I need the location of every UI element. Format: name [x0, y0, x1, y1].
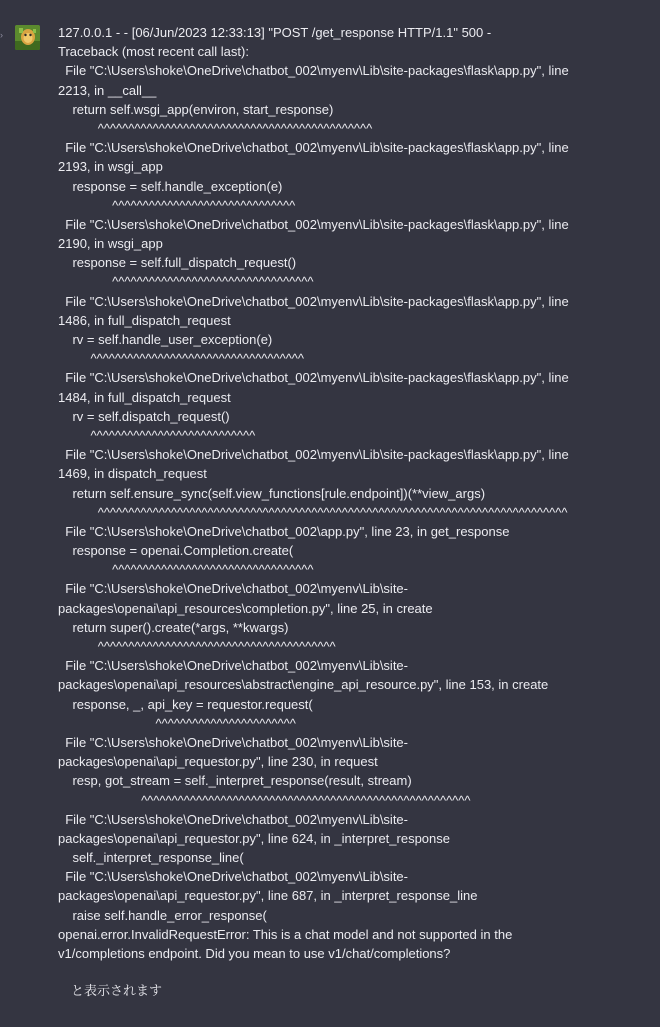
log-line: return super().create(*args, **kwargs) [58, 619, 289, 635]
log-line: File "C:\Users\shoke\OneDrive\chatbot_002\myenv\Lib\site-packages\flask\app.py", line [58, 63, 569, 79]
log-line: response = self.full_dispatch_request() [58, 255, 297, 271]
log-line: ^^^^^^^^^^^^^^^^^^^^^^^^^^^^^^^^^^^^^^^ [58, 639, 336, 654]
traceback-log [58, 23, 648, 963]
expand-chevron-icon[interactable]: › [0, 30, 3, 40]
user-avatar-icon [15, 25, 40, 50]
log-line: return self.wsgi_app(environ, start_response) [58, 101, 334, 117]
log-line: ^^^^^^^^^^^^^^^^^^^^^^^^^^^^^^^^^^^^^^^^^^^^^ [58, 120, 373, 136]
followup-text: と表示されます [71, 983, 163, 998]
log-line: ^^^^^^^^^^^^^^^^^^^^^^^^^^^^^^^^^^^^^^^^^^^^^^^^^^^^^^^^^^^^^^^^^^^^^^^^^^^^^ [58, 504, 568, 520]
log-line: 1469, in dispatch_request [58, 466, 207, 482]
log-line: File "C:\Users\shoke\OneDrive\chatbot_002\myenv\Lib\site-packages\flask\app.py", line [58, 140, 569, 156]
log-line: openai.error.InvalidRequestError: This is a chat model and not supported in the [58, 926, 513, 942]
log-line: Traceback (most recent call last): [58, 44, 249, 60]
log-line: packages\openai\api_requestor.py", line 624, in _interpret_response [58, 830, 450, 846]
log-line: 2190, in wsgi_app [58, 236, 163, 252]
log-line: File "C:\Users\shoke\OneDrive\chatbot_002\myenv\Lib\site-packages\flask\app.py", line [58, 293, 569, 309]
log-line: packages\openai\api_requestor.py", line 230, in request [58, 754, 378, 770]
log-line: packages\openai\api_resources\abstract\engine_api_resource.py", line 153, in create [58, 677, 549, 693]
log-line: 1486, in full_dispatch_request [58, 312, 231, 328]
log-line: File "C:\Users\shoke\OneDrive\chatbot_002\myenv\Lib\site- [58, 869, 408, 885]
log-line: ^^^^^^^^^^^^^^^^^^^^^^^^^^^^^^^^^ [58, 562, 314, 578]
log-line: File "C:\Users\shoke\OneDrive\chatbot_002\myenv\Lib\site- [58, 811, 408, 827]
log-line: 2213, in __call__ [58, 82, 157, 98]
log-line: response = openai.Completion.create( [58, 543, 294, 559]
log-line: File "C:\Users\shoke\OneDrive\chatbot_002\myenv\Lib\site-packages\flask\app.py", line [58, 370, 569, 386]
log-line: rv = self.handle_user_exception(e) [58, 332, 273, 347]
log-line: 2193, in wsgi_app [58, 159, 163, 175]
log-line: ^^^^^^^^^^^^^^^^^^^^^^^^^^^^^^^^^^^ [58, 351, 305, 367]
log-line: File "C:\Users\shoke\OneDrive\chatbot_002\myenv\Lib\site- [58, 734, 408, 750]
log-line: resp, got_stream = self._interpret_response(result, stream) [58, 773, 412, 789]
log-line: ^^^^^^^^^^^^^^^^^^^^^^^^^^^^^^^^^ [58, 274, 314, 290]
log-line: ^^^^^^^^^^^^^^^^^^^^^^^^^^^ [58, 427, 256, 443]
log-line: 127.0.0.1 - - [06/Jun/2023 12:33:13] "POST /get_response HTTP/1.1" 500 - [58, 25, 492, 40]
log-line: File "C:\Users\shoke\OneDrive\chatbot_002\myenv\Lib\site-packages\flask\app.py", line [58, 216, 569, 232]
log-line: rv = self.dispatch_request() [58, 408, 230, 424]
log-line: 1484, in full_dispatch_request [58, 389, 231, 405]
log-line: raise self.handle_error_response( [58, 907, 267, 923]
log-line: v1/completions endpoint. Did you mean to use v1/chat/completions? [58, 946, 451, 961]
message-content [58, 23, 648, 963]
log-line: File "C:\Users\shoke\OneDrive\chatbot_002\myenv\Lib\site-packages\flask\app.py", line [58, 447, 569, 463]
log-line: File "C:\Users\shoke\OneDrive\chatbot_002\myenv\Lib\site- [58, 658, 408, 674]
log-line: File "C:\Users\shoke\OneDrive\chatbot_002\myenv\Lib\site- [58, 581, 408, 597]
log-line: packages\openai\api_requestor.py", line 687, in _interpret_response_line [58, 888, 478, 904]
log-line: response, _, api_key = requestor.request( [58, 696, 313, 712]
log-line: return self.ensure_sync(self.view_functions[rule.endpoint])(**view_args) [58, 485, 486, 501]
log-line: packages\openai\api_resources\completion.py", line 25, in create [58, 600, 433, 616]
log-line: ^^^^^^^^^^^^^^^^^^^^^^^ [58, 715, 296, 731]
log-line: ^^^^^^^^^^^^^^^^^^^^^^^^^^^^^^^^^^^^^^^^^^^^^^^^^^^^^^ [58, 792, 471, 808]
log-line: ^^^^^^^^^^^^^^^^^^^^^^^^^^^^^^ [58, 197, 296, 213]
log-line: response = self.handle_exception(e) [58, 178, 283, 194]
log-line: self._interpret_response_line( [58, 850, 244, 866]
log-line: File "C:\Users\shoke\OneDrive\chatbot_002\app.py", line 23, in get_response [58, 523, 510, 539]
